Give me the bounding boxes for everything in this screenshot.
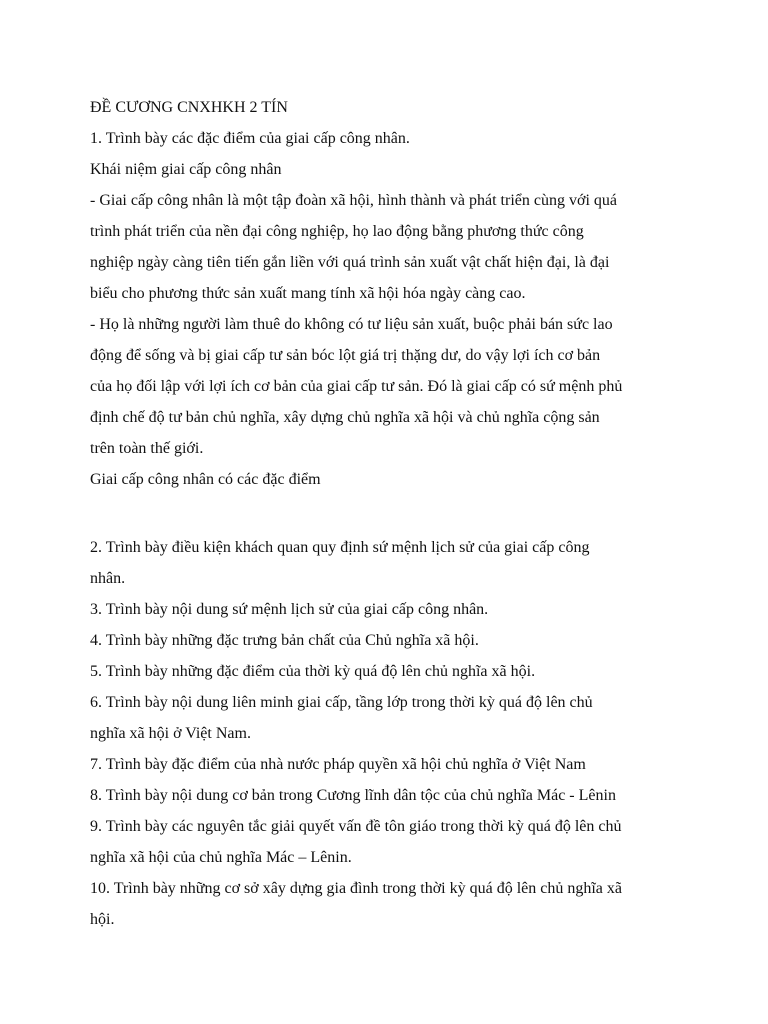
document-body: [90, 92, 677, 935]
question-line: 3. Trình bày nội dung sứ mệnh lịch sử của giai cấp công nhân.: [90, 601, 489, 618]
question-line: nhân.: [90, 570, 126, 587]
document-title: ĐỀ CƯƠNG CNXHKH 2 TÍN: [90, 99, 288, 116]
paragraph-line: - Họ là những người làm thuê do không có tư liệu sản xuất, buộc phải bán sức lao: [90, 316, 613, 333]
question-line: 7. Trình bày đặc điểm của nhà nước pháp quyền xã hội chủ nghĩa ở Việt Nam: [90, 756, 586, 773]
question-item: [90, 811, 677, 873]
paragraph-line: động để sống và bị giai cấp tư sản bóc lột giá trị thặng dư, do vậy lợi ích cơ bản: [90, 347, 601, 364]
question-line: nghĩa xã hội của chủ nghĩa Mác – Lênin.: [90, 849, 352, 866]
paragraph-line: của họ đối lập với lợi ích cơ bản của giai cấp tư sản. Đó là giai cấp có sứ mệnh phủ: [90, 378, 623, 395]
question-item: [90, 594, 677, 625]
question-line: 10. Trình bày những cơ sở xây dựng gia đình trong thời kỳ quá độ lên chủ nghĩa xã: [90, 880, 623, 897]
question-item: [90, 532, 677, 594]
question-item: [90, 656, 677, 687]
concept-paragraph-2: [90, 309, 677, 464]
concept-heading: Khái niệm giai cấp công nhân: [90, 161, 282, 178]
question-item: [90, 749, 677, 780]
paragraph-line: định chế độ tư bản chủ nghĩa, xây dựng chủ nghĩa xã hội và chủ nghĩa cộng sản: [90, 409, 600, 426]
question-item: [90, 625, 677, 656]
question-line: 5. Trình bày những đặc điểm của thời kỳ quá độ lên chủ nghĩa xã hội.: [90, 663, 536, 680]
question-1: 1. Trình bày các đặc điểm của giai cấp công nhân.: [90, 130, 410, 147]
question-line: 6. Trình bày nội dung liên minh giai cấp, tầng lớp trong thời kỳ quá độ lên chủ: [90, 694, 593, 711]
paragraph-line: trình phát triển của nền đại công nghiệp, họ lao động bằng phương thức công: [90, 223, 584, 240]
paragraph-line: trên toàn thế giới.: [90, 440, 204, 457]
question-line: 8. Trình bày nội dung cơ bản trong Cương lĩnh dân tộc của chủ nghĩa Mác - Lênin: [90, 787, 616, 804]
question-list: [90, 532, 677, 935]
paragraph-line: nghiệp ngày càng tiên tiến gắn liền với quá trình sản xuất vật chất hiện đại, là đại: [90, 254, 610, 271]
blank-line: [90, 495, 677, 526]
concept-paragraph-1: [90, 185, 677, 309]
paragraph-line: biểu cho phương thức sản xuất mang tính xã hội hóa ngày càng cao.: [90, 285, 526, 302]
question-line: hội.: [90, 911, 115, 928]
question-line: 2. Trình bày điều kiện khách quan quy định sứ mệnh lịch sử của giai cấp công: [90, 539, 590, 556]
question-item: [90, 873, 677, 935]
question-line: 4. Trình bày những đặc trưng bản chất của Chủ nghĩa xã hội.: [90, 632, 479, 649]
question-line: nghĩa xã hội ở Việt Nam.: [90, 725, 251, 742]
question-item: [90, 687, 677, 749]
features-heading: Giai cấp công nhân có các đặc điểm: [90, 471, 321, 488]
question-item: [90, 780, 677, 811]
question-line: 9. Trình bày các nguyên tắc giải quyết vấn đề tôn giáo trong thời kỳ quá độ lên chủ: [90, 818, 622, 835]
paragraph-line: - Giai cấp công nhân là một tập đoàn xã hội, hình thành và phát triển cùng với quá: [90, 192, 617, 209]
